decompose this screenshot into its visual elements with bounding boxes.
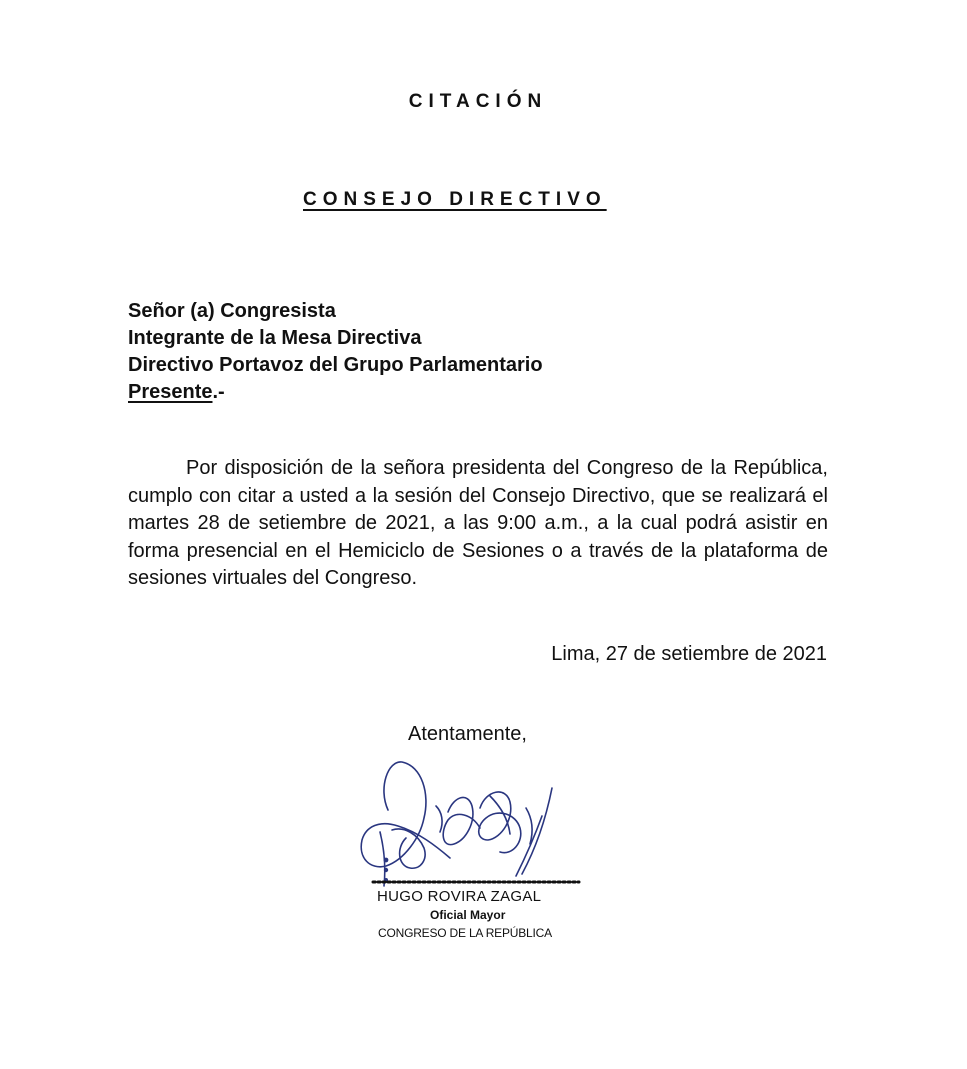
addressee-line-1: Señor (a) Congresista <box>128 300 336 322</box>
addressee-block <box>128 298 543 406</box>
signer-organization: CONGRESO DE LA REPÚBLICA <box>378 926 552 940</box>
signature-dotted-line <box>371 875 581 889</box>
presente-suffix: .- <box>212 381 225 403</box>
closing-salutation: Atentamente, <box>408 723 527 745</box>
presente-word: Presente <box>128 381 213 403</box>
body-paragraph: Por disposición de la señora presidenta del Congreso de la República, cumplo con citar a usted a la sesión del Consejo Directivo, que se realizará el martes 28 de setiembre de 2021, a las 9:00 a.m., a la cual podrá asistir en forma presencial en el Hemiciclo de Sesiones o a través de la plataforma de sesiones virtuales del Congreso. <box>128 457 828 589</box>
addressee-line-2: Integrante de la Mesa Directiva <box>128 327 422 349</box>
document-title: CITACIÓN <box>408 91 548 112</box>
signer-name: HUGO ROVIRA ZAGAL <box>377 888 542 905</box>
place-date: Lima, 27 de setiembre de 2021 <box>551 643 827 665</box>
addressee-line-3: Directivo Portavoz del Grupo Parlamentario <box>128 354 543 376</box>
addressee-presente <box>128 379 543 406</box>
document-subtitle: CONSEJO DIRECTIVO <box>303 189 607 210</box>
signer-role: Oficial Mayor <box>430 908 506 922</box>
handwritten-signature <box>340 748 600 893</box>
